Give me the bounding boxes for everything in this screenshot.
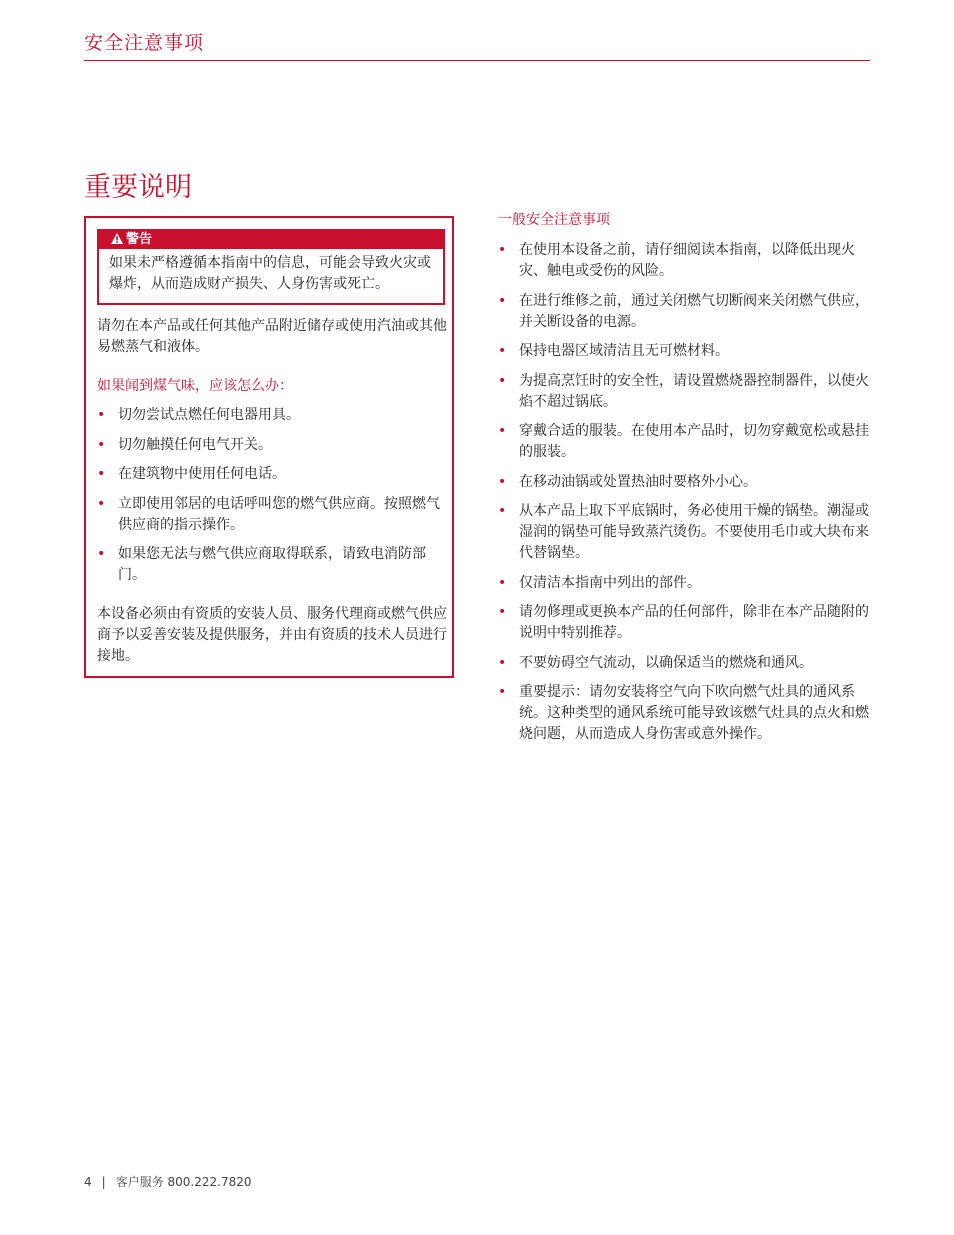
installation-note: 本设备必须由有资质的安装人员、服务代理商或燃气供应商予以妥善安装及提供服务，并由有资质的技术人员进行接地。 <box>97 606 447 664</box>
customer-service-text: 客户服务 800.222.7820 <box>115 1175 252 1189</box>
page-number: 4 <box>84 1175 92 1189</box>
bullet: • <box>498 684 507 700</box>
page-footer <box>84 1174 251 1190</box>
gas-smell-subtitle: 如果闻到煤气味，应该怎么办： <box>97 378 293 394</box>
bullet: • <box>498 372 507 389</box>
bullet: • <box>97 495 106 512</box>
bullet: • <box>498 574 507 591</box>
list-item: • 在移动油锅或处置热油时要格外小心。 <box>498 472 880 493</box>
list-item: • 在使用本设备之前，请仔细阅读本指南，以降低出现火灾、触电或受伤的风险。 <box>498 242 855 279</box>
bullet: • <box>97 466 106 482</box>
list-item: • 为提高烹饪时的安全性，请设置燃烧器控制器件，以使火焰不超过锅底。 <box>498 372 869 410</box>
footer-separator: | <box>101 1175 106 1189</box>
list-item: • 在建筑物中使用任何电话。 <box>97 464 449 485</box>
list-item: • 如果您无法与燃气供应商取得联系，请致电消防部门。 <box>97 546 426 583</box>
list-item: • 不要妨碍空气流动，以确保适当的燃烧和通风。 <box>498 653 880 674</box>
general-safety-subtitle: 一般安全注意事项 <box>498 212 610 228</box>
list-item: • 切勿触摸任何电气开关。 <box>97 435 449 456</box>
list-item: • 切勿尝试点燃任何电器用具。 <box>97 405 449 426</box>
bullet: • <box>498 423 507 439</box>
page-title: 重要说明 <box>84 172 192 203</box>
storage-warning-text: 请勿在本产品或任何其他产品附近储存或使用汽油或其他易燃蒸气和液体。 <box>97 318 447 355</box>
list-item: • 重要提示：请勿安装将空气向下吹向燃气灶具的通风系统。这种类型的通风系统可能导致该燃气灶具的点火和燃烧问题，从而造成人身伤害或意外操作。 <box>498 684 869 742</box>
warning-text: 如果未严格遵循本指南中的信息，可能会导致火灾或爆炸，从而造成财产损失、人身伤害或死亡。 <box>109 255 431 292</box>
list-item: • 请勿修理或更换本产品的任何部件，除非在本产品随附的说明中特别推荐。 <box>498 604 869 641</box>
list-item: • 立即使用邻居的电话呼叫您的燃气供应商。按照燃气供应商的指示操作。 <box>97 495 440 533</box>
list-item: • 从本产品上取下平底锅时，务必使用干燥的锅垫。潮湿或湿润的锅垫可能导致蒸汽烫伤。不要使用毛巾或大块布来代替锅垫。 <box>498 503 869 561</box>
bullet: • <box>498 343 507 359</box>
list-item: • 在进行维修之前，通过关闭燃气切断阀来关闭燃气供应，并关断设备的电源。 <box>498 292 869 330</box>
warning-triangle-icon <box>111 233 123 244</box>
list-item: • 保持电器区域清洁且无可燃材料。 <box>498 341 880 362</box>
section-title: 安全注意事项 <box>84 32 205 54</box>
bullet: • <box>498 473 507 490</box>
gas-warning-panel <box>84 216 454 678</box>
bullet: • <box>498 654 507 671</box>
bullet: • <box>498 503 507 519</box>
warning-box <box>97 229 445 305</box>
list-item: • 仅清洁本指南中列出的部件。 <box>498 573 880 594</box>
bullet: • <box>498 604 507 620</box>
list-item: • 穿戴合适的服装。在使用本产品时，切勿穿戴宽松或悬挂的服装。 <box>498 423 869 460</box>
bullet: • <box>97 546 106 562</box>
general-safety-section <box>498 210 880 754</box>
warning-label: 警告 <box>126 232 153 247</box>
bullet: • <box>498 292 507 309</box>
general-safety-list <box>498 240 880 745</box>
warning-header <box>99 231 443 249</box>
bullet: • <box>97 436 106 453</box>
page-header <box>84 30 870 61</box>
gas-smell-list <box>97 405 449 595</box>
bullet: • <box>498 242 507 258</box>
bullet: • <box>97 407 106 423</box>
